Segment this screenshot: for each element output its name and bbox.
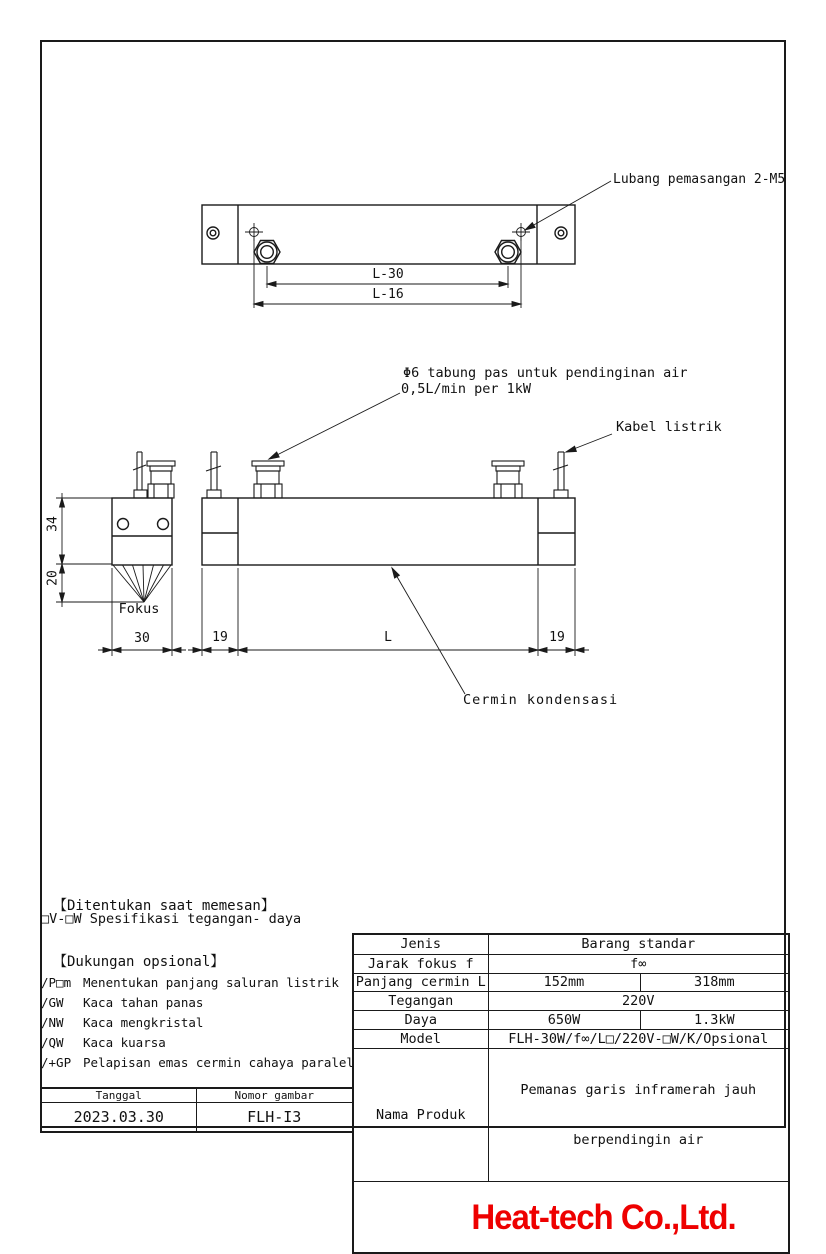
- water-fitting-top-left: [254, 241, 280, 264]
- water-tube-label-line1: Φ6 tabung pas untuk pendinginan air: [403, 365, 688, 381]
- option-desc: Menentukan panjang saluran listrik: [83, 975, 339, 990]
- focus-rays: [113, 565, 171, 602]
- option-item: [41, 1035, 166, 1050]
- date-label: Tanggal: [41, 1088, 196, 1103]
- spec-row-model: [353, 1029, 789, 1048]
- dim-20: 20: [45, 570, 61, 586]
- logo-cell: [353, 1181, 789, 1253]
- water-fitting-top-right: [495, 241, 521, 264]
- drawing-number-value: FLH-I3: [196, 1103, 353, 1133]
- dim-l-30: L-30: [372, 267, 404, 282]
- power-cable-leader: [566, 434, 612, 452]
- front-cable-left: [206, 452, 221, 498]
- spec-value: Barang standar: [488, 934, 789, 954]
- side-view: [112, 452, 175, 602]
- title-block-header: [41, 1088, 353, 1103]
- side-cable: [133, 452, 147, 498]
- spec-label: Panjang cermin L: [353, 973, 488, 991]
- order-heading: 【Ditentukan saat memesan】: [53, 898, 275, 914]
- option-item: [41, 1015, 203, 1030]
- push-fit-connector-left: [252, 461, 284, 498]
- spec-label: Jenis: [353, 934, 488, 954]
- spec-value: 220V: [488, 991, 789, 1010]
- option-code: /P□m: [41, 975, 72, 990]
- spec-label: Tegangan: [353, 991, 488, 1010]
- front-cable-right: [553, 452, 568, 498]
- power-cable-label: Kabel listrik: [616, 419, 722, 435]
- spec-value: [488, 1048, 789, 1181]
- focus-label: Fokus: [118, 601, 160, 617]
- logo-text: Heat-tech Co.,Ltd.: [471, 1195, 736, 1236]
- front-view: [202, 452, 575, 565]
- dim-l-16: L-16: [372, 287, 404, 302]
- water-tube-label-line2: 0,5L/min per 1kW: [401, 381, 532, 397]
- option-item: [41, 995, 203, 1010]
- product-name-line2: berpendingin air: [573, 1131, 704, 1148]
- spec-row-jenis: [353, 934, 789, 954]
- title-block-values: [41, 1103, 353, 1133]
- spec-value: 1.3kW: [640, 1010, 789, 1029]
- option-item: [41, 1055, 354, 1070]
- option-code: /QW: [41, 1035, 64, 1050]
- spec-table: [352, 933, 790, 1254]
- product-name-line1: Pemanas garis inframerah jauh: [520, 1081, 757, 1098]
- option-code: /GW: [41, 995, 64, 1010]
- option-item: [41, 975, 339, 990]
- option-code: /NW: [41, 1015, 64, 1030]
- option-desc: Kaca mengkristal: [83, 1015, 204, 1030]
- spec-label: Nama Produk: [353, 1048, 488, 1181]
- dim-30: 30: [134, 631, 150, 646]
- dim-19-right: 19: [549, 630, 565, 645]
- spec-value: 318mm: [640, 973, 789, 991]
- optional-heading: 【Dukungan opsional】: [53, 954, 225, 970]
- spec-row-produk: [353, 1048, 789, 1181]
- dim-19-left: 19: [212, 630, 228, 645]
- spec-row-tegangan: [353, 991, 789, 1010]
- spec-value: 650W: [488, 1010, 640, 1029]
- date-value: 2023.03.30: [41, 1103, 196, 1133]
- top-view: [202, 205, 575, 264]
- title-block: [40, 1087, 354, 1133]
- mounting-hole-label: Lubang pemasangan 2-M5: [613, 172, 786, 187]
- option-code: /+GP: [41, 1055, 72, 1070]
- mirror-leader: [392, 568, 465, 694]
- spec-value: f∞: [488, 954, 789, 973]
- spec-label: Jarak fokus f: [353, 954, 488, 973]
- spec-row-fokus: [353, 954, 789, 973]
- option-desc: Kaca kuarsa: [83, 1035, 166, 1050]
- spec-row-daya: [353, 1010, 789, 1029]
- push-fit-connector-right: [492, 461, 524, 498]
- side-push-fit-connector: [147, 461, 175, 498]
- condensation-mirror-label: Cermin kondensasi: [463, 692, 619, 708]
- order-item: □V-□W Spesifikasi tegangan- daya: [41, 911, 302, 927]
- spec-label: Model: [353, 1029, 488, 1048]
- drawing-number-label: Nomor gambar: [196, 1088, 353, 1103]
- water-tube-leader: [269, 393, 400, 459]
- logo-row: [353, 1181, 789, 1253]
- dim-l: L: [384, 630, 392, 645]
- spec-row-panjang: [353, 973, 789, 991]
- option-desc: Pelapisan emas cermin cahaya paralel: [83, 1055, 354, 1070]
- m5-hole-crosshairs: [245, 223, 530, 241]
- dim-34: 34: [45, 516, 61, 532]
- spec-value: 152mm: [488, 973, 640, 991]
- option-desc: Kaca tahan panas: [83, 995, 204, 1010]
- spec-value: FLH-30W/f∞/L□/220V-□W/K/Opsional: [488, 1029, 789, 1048]
- spec-label: Daya: [353, 1010, 488, 1029]
